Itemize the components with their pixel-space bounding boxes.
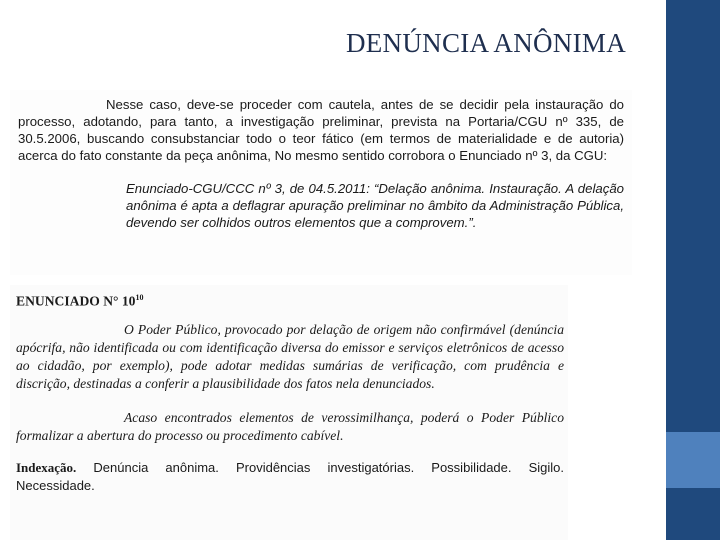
excerpt-image-1 <box>10 90 632 275</box>
indexacao-text: Denúncia anônima. Providências investigatórias. Possibilidade. Sigilo. Necessidade. <box>16 459 564 493</box>
excerpt-1-quote: Enunciado-CGU/CCC nº 3, de 04.5.2011: “Delação anônima. Instauração. A delação anônima é apta a deflagrar apuração preliminar no âmbito da Administração Pública, devendo ser colhidos outros elementos que a comprovem.”. <box>126 181 624 230</box>
excerpt-1-paragraph: Nesse caso, deve-se proceder com cautela, antes de se decidir pela instauração do processo, adotando, para tanto, a investigação preliminar, prevista na Portaria/CGU nº 335, de 30.5.2006, buscando consubstanciar todo o teor fático (em termos de materialidade e de autoria) acerca do fato constante da peça anônima, No mesmo sentido corrobora o Enunciado nº 3, da CGU: <box>18 97 624 163</box>
enunciado-heading <box>16 289 564 311</box>
excerpt-image-2 <box>10 285 568 540</box>
indexacao-label: Indexação. <box>16 459 77 475</box>
enunciado-paragraph-2: Acaso encontrados elementos de verossimilhança, poderá o Poder Público formalizar a abertura do processo ou procedimento cabível. <box>16 409 564 443</box>
enunciado-heading-text: ENUNCIADO N° 10 <box>16 293 136 309</box>
enunciado-paragraph-1: O Poder Público, provocado por delação de origem não confirmável (denúncia apócrifa, não identificada ou com identificação diversa do emissor e serviços eletrônicos de acesso ao cidadão, por exemplo), pode adotar medidas sumárias de verificação, com prudência e discrição, destinadas a conferir a plausibilidade dos fatos nela denunciados. <box>16 321 564 391</box>
footnote-marker: 10 <box>135 293 144 302</box>
slide-title: DENÚNCIA ANÔNIMA <box>345 28 626 58</box>
indexacao-line <box>16 459 564 495</box>
side-bar-accent <box>666 432 720 488</box>
